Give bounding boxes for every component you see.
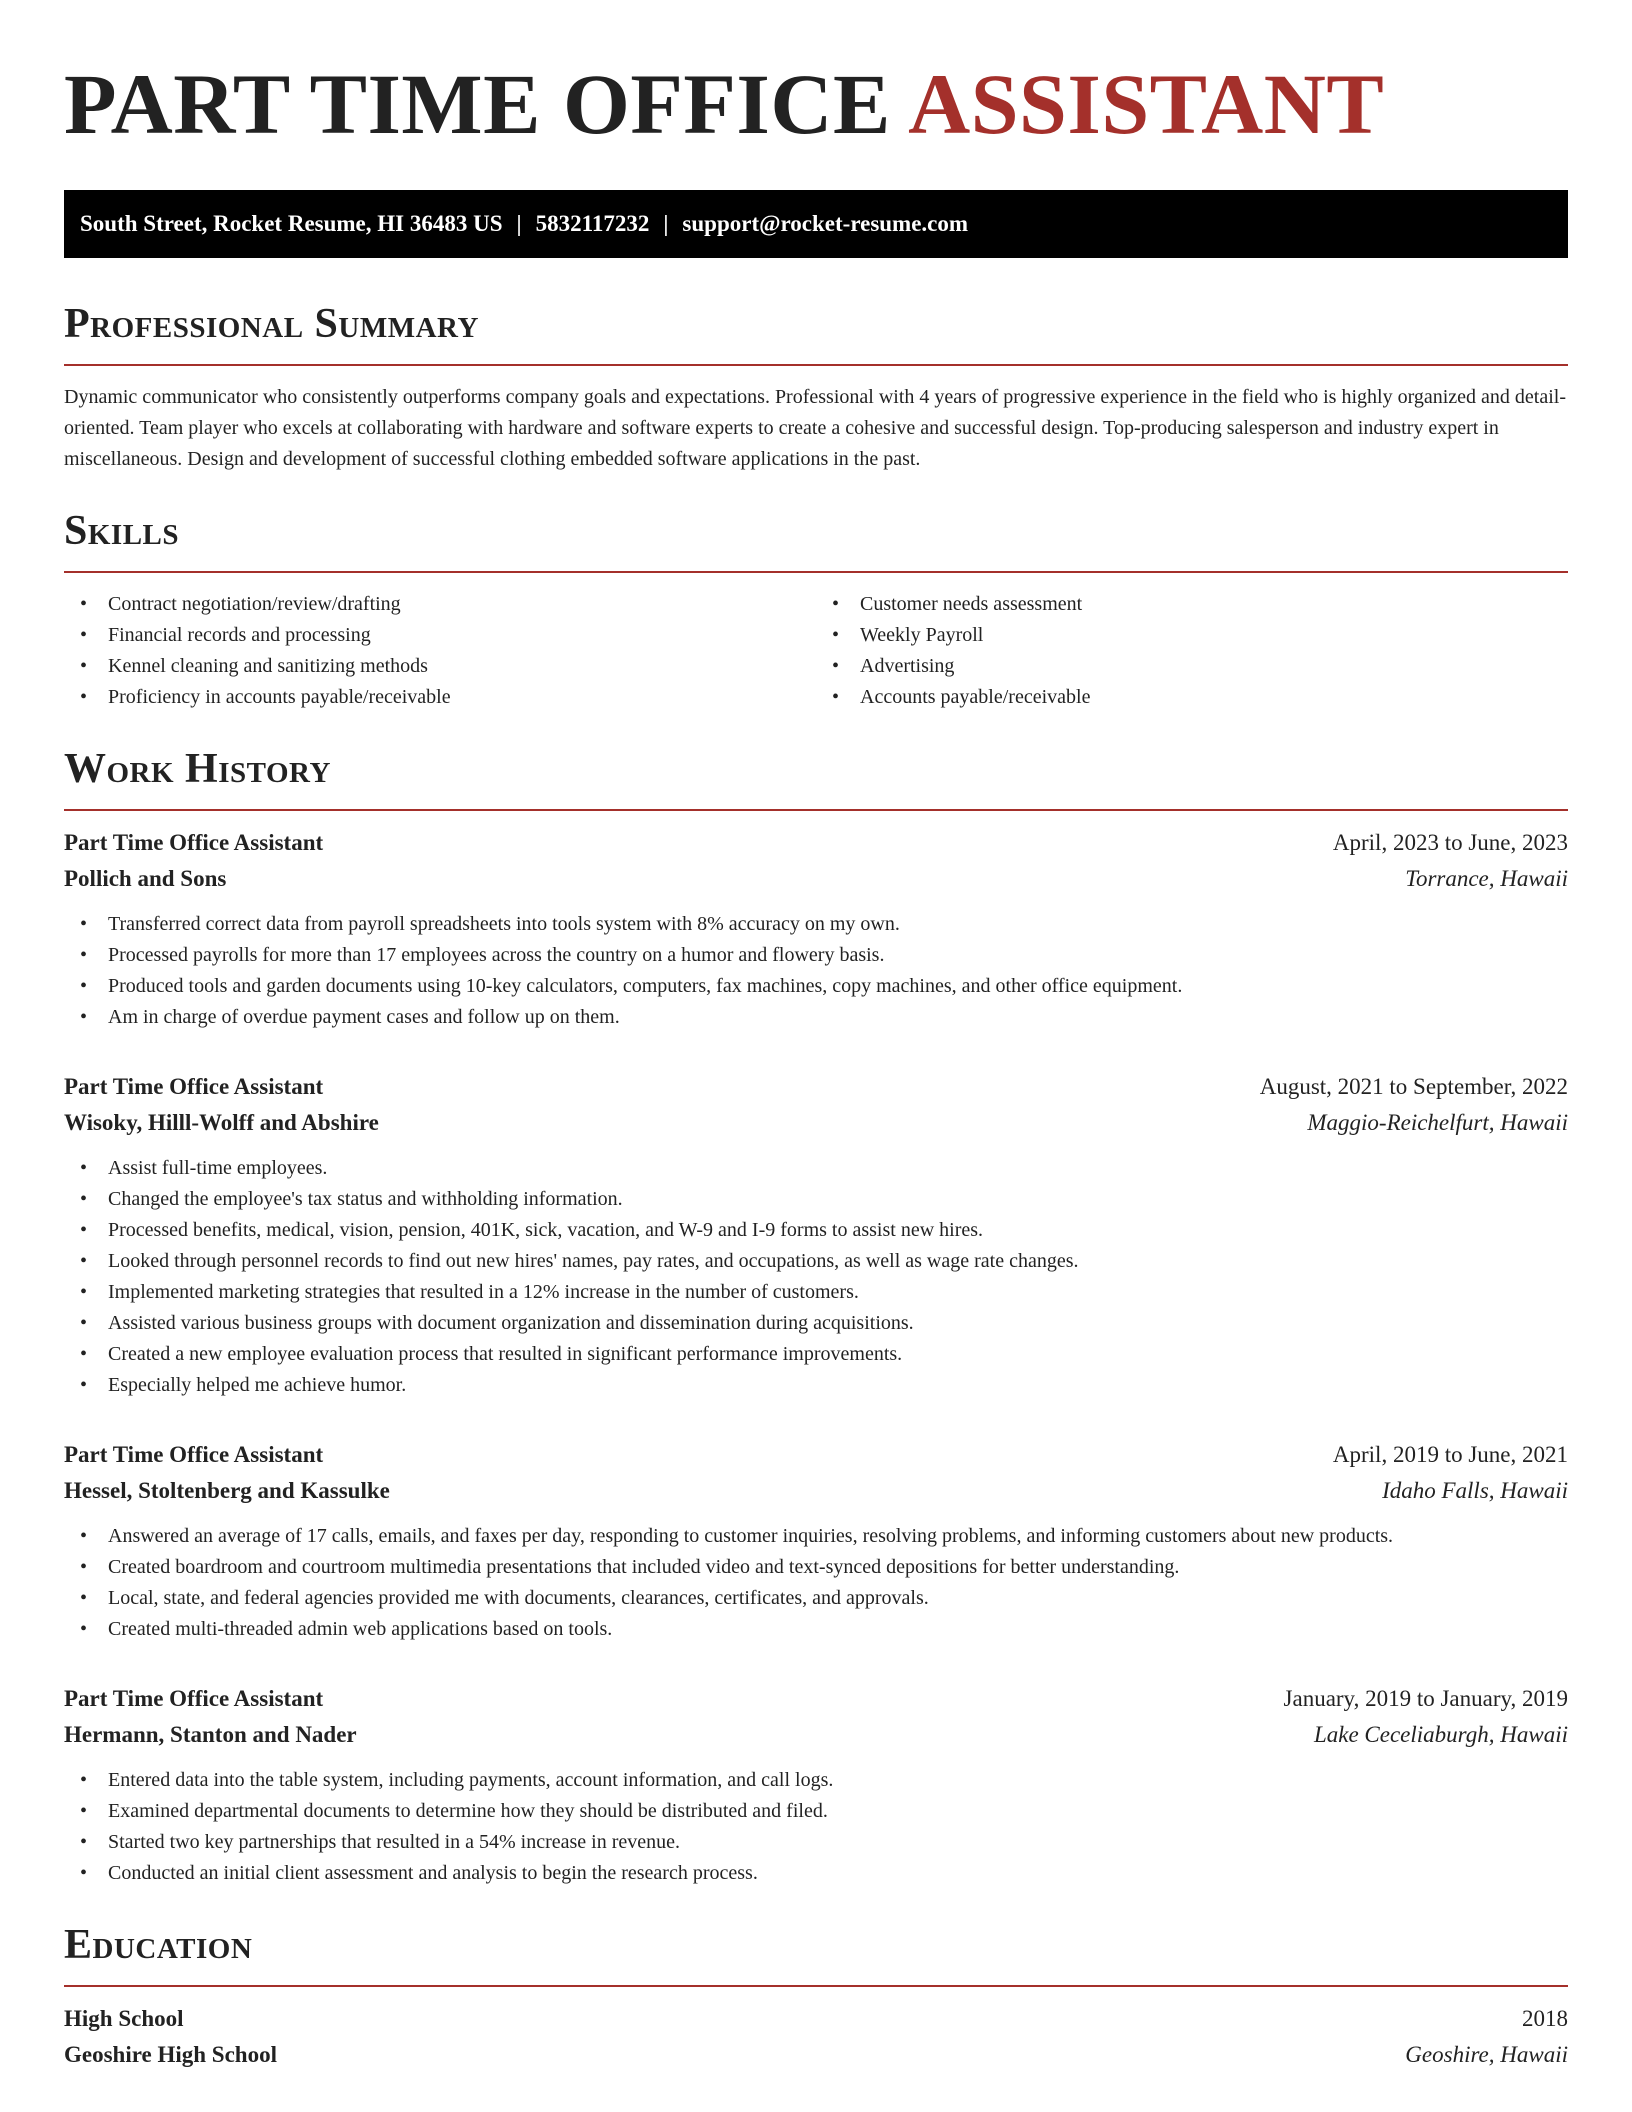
skill-item: • Contract negotiation/review/drafting — [64, 589, 816, 620]
skills-list-left — [64, 589, 816, 713]
job-title-row — [64, 1437, 1568, 1473]
summary-heading: Professional Summary — [64, 298, 1568, 366]
education-entry — [64, 2001, 1568, 2073]
contact-phone: 5832117232 — [535, 211, 650, 236]
skill-item: • Proficiency in accounts payable/receivable — [64, 682, 816, 713]
job-bullet: • Am in charge of overdue payment cases and follow up on them. — [64, 1002, 1568, 1033]
job-title-row — [64, 825, 1568, 861]
skills-grid — [64, 589, 1568, 713]
job-company: Wisoky, Hilll-Wolff and Abshire — [64, 1110, 379, 1135]
summary-text: Dynamic communicator who consistently outperforms company goals and expectations. Professional with 4 years of progressive experience in the field who is highly organized and detail-oriented. Team player who excels at collaborating with hardware and software experts to create a cohesive and successful design. Top-producing salesperson and industry expert in miscellaneous. Design and development of successful clothing embedded software applications in the past. — [64, 386, 1567, 470]
job-company: Hermann, Stanton and Nader — [64, 1722, 357, 1747]
job-bullet: • Created a new employee evaluation process that resulted in significant performance improvements. — [64, 1339, 1568, 1370]
job-bullet: • Assist full-time employees. — [64, 1153, 1568, 1184]
job-entry — [64, 1437, 1568, 1645]
title-accent: ASSISTANT — [908, 56, 1385, 152]
job-dates: August, 2021 to September, 2022 — [1259, 1074, 1568, 1099]
education-heading: Education — [64, 1919, 1568, 1987]
job-bullet: • Started two key partnerships that resulted in a 54% increase in revenue. — [64, 1827, 1568, 1858]
job-title-row — [64, 1069, 1568, 1105]
job-entry — [64, 825, 1568, 1033]
work-history-heading: Work History — [64, 743, 1568, 811]
job-location: Lake Ceceliaburgh, Hawaii — [1313, 1722, 1568, 1747]
education-school-row — [64, 2037, 1568, 2073]
job-company: Hessel, Stoltenberg and Kassulke — [64, 1478, 390, 1503]
job-entry — [64, 1069, 1568, 1401]
job-bullets — [64, 1765, 1568, 1889]
title-main: PART TIME OFFICE — [64, 56, 909, 152]
job-company-row — [64, 1717, 1568, 1753]
job-bullet: • Answered an average of 17 calls, emails, and faxes per day, responding to customer inquiries, resolving problems, and informing customers about new products. — [64, 1521, 1568, 1552]
job-bullet: • Entered data into the table system, including payments, account information, and call logs. — [64, 1765, 1568, 1796]
job-bullet: • Changed the employee's tax status and withholding information. — [64, 1184, 1568, 1215]
job-bullet: • Processed benefits, medical, vision, pension, 401K, sick, vacation, and W-9 and I-9 forms to assist new hires. — [64, 1215, 1568, 1246]
skills-list-right — [816, 589, 1568, 713]
job-bullets — [64, 1521, 1568, 1645]
education-year: 2018 — [1522, 2006, 1568, 2031]
job-location: Torrance, Hawaii — [1405, 866, 1568, 891]
job-dates: January, 2019 to January, 2019 — [1283, 1686, 1568, 1711]
contact-address: South Street, Rocket Resume, HI 36483 US — [80, 211, 503, 236]
job-title-row — [64, 1681, 1568, 1717]
education-degree-row — [64, 2001, 1568, 2037]
contact-email: support@rocket-resume.com — [682, 211, 969, 236]
education-degree: High School — [64, 2006, 184, 2031]
education-location: Geoshire, Hawaii — [1405, 2042, 1568, 2067]
job-bullet: • Produced tools and garden documents using 10-key calculators, computers, fax machines, copy machines, and other office equipment. — [64, 971, 1568, 1002]
skills-heading: Skills — [64, 505, 1568, 573]
job-dates: April, 2019 to June, 2021 — [1332, 1442, 1568, 1467]
skill-item: • Advertising — [816, 651, 1568, 682]
job-location: Maggio-Reichelfurt, Hawaii — [1307, 1110, 1568, 1135]
education-school: Geoshire High School — [64, 2042, 277, 2067]
job-bullet: • Created boardroom and courtroom multimedia presentations that included video and text-synced depositions for better understanding. — [64, 1552, 1568, 1583]
skill-item: • Weekly Payroll — [816, 620, 1568, 651]
job-title: Part Time Office Assistant — [64, 1074, 324, 1099]
job-company-row — [64, 1473, 1568, 1509]
job-bullet: • Transferred correct data from payroll spreadsheets into tools system with 8% accuracy on my own. — [64, 909, 1568, 940]
job-title: Part Time Office Assistant — [64, 830, 324, 855]
job-dates: April, 2023 to June, 2023 — [1332, 830, 1568, 855]
skill-item: • Financial records and processing — [64, 620, 816, 651]
job-bullet: • Conducted an initial client assessment and analysis to begin the research process. — [64, 1858, 1568, 1889]
skill-item: • Accounts payable/receivable — [816, 682, 1568, 713]
job-bullet: • Examined departmental documents to determine how they should be distributed and filed. — [64, 1796, 1568, 1827]
job-bullet: • Implemented marketing strategies that resulted in a 12% increase in the number of customers. — [64, 1277, 1568, 1308]
resume-title — [64, 48, 1568, 160]
job-company-row — [64, 861, 1568, 897]
job-bullet: • Especially helped me achieve humor. — [64, 1370, 1568, 1401]
job-company-row — [64, 1105, 1568, 1141]
job-location: Idaho Falls, Hawaii — [1382, 1478, 1568, 1503]
contact-separator: | — [516, 211, 522, 236]
skill-item: • Customer needs assessment — [816, 589, 1568, 620]
contact-separator: | — [663, 211, 669, 236]
job-company: Pollich and Sons — [64, 866, 227, 891]
job-entry — [64, 1681, 1568, 1889]
job-bullet: • Created multi-threaded admin web applications based on tools. — [64, 1614, 1568, 1645]
job-bullets — [64, 909, 1568, 1033]
job-title: Part Time Office Assistant — [64, 1686, 324, 1711]
job-title: Part Time Office Assistant — [64, 1442, 324, 1467]
job-bullet: • Local, state, and federal agencies provided me with documents, clearances, certificates, and approvals. — [64, 1583, 1568, 1614]
job-bullet: • Looked through personnel records to find out new hires' names, pay rates, and occupations, as well as wage rate changes. — [64, 1246, 1568, 1277]
skills-column-left — [64, 589, 816, 713]
job-bullets — [64, 1153, 1568, 1401]
contact-bar — [64, 190, 1568, 258]
job-bullet: • Assisted various business groups with document organization and dissemination during acquisitions. — [64, 1308, 1568, 1339]
skill-item: • Kennel cleaning and sanitizing methods — [64, 651, 816, 682]
job-bullet: • Processed payrolls for more than 17 employees across the country on a humor and flowery basis. — [64, 940, 1568, 971]
skills-column-right — [816, 589, 1568, 713]
